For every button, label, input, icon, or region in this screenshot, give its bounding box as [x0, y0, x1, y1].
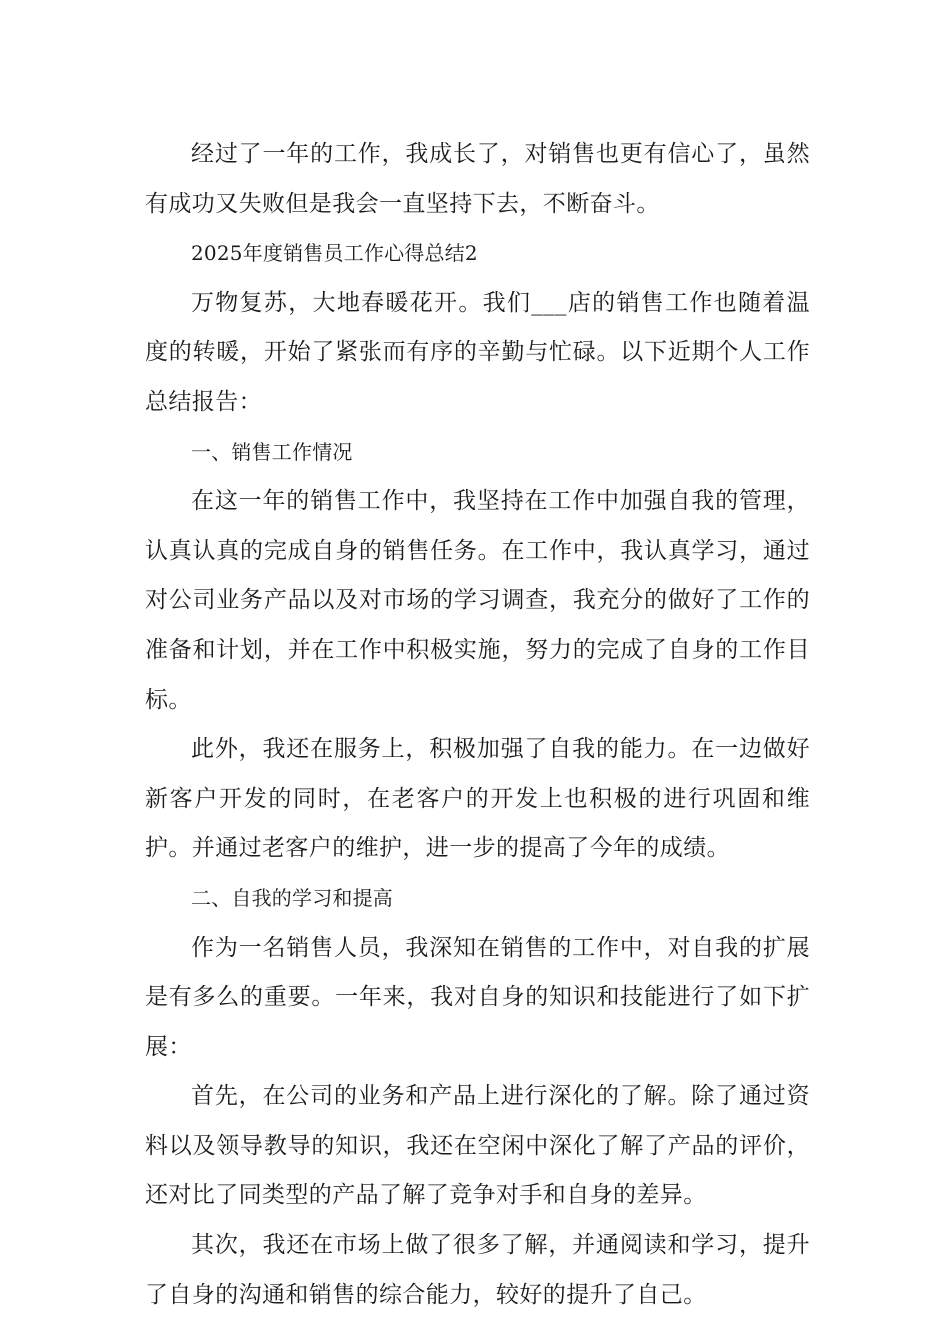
paragraph-learning-intro: 作为一名销售人员，我深知在销售的工作中，对自我的扩展是有多么的重要。一年来，我对自身的知识和技能进行了如下扩展： [145, 934, 810, 1060]
heading-learning: 二、自我的学习和提高 [191, 885, 393, 910]
paragraph-sales-work: 在这一年的销售工作中，我坚持在工作中加强自我的管理，认真认真的完成自身的销售任务。在工作中，我认真学习，通过对公司业务产品以及对市场的学习调查，我充分的做好了工作的准备和计划，并在工作中积极实施，努力的完成了自身的工作目标。 [145, 488, 810, 713]
section-title: 2025年度销售员工作心得总结2 [191, 241, 478, 266]
paragraph-intro-conclusion: 经过了一年的工作，我成长了，对销售也更有信心了，虽然有成功又失败但是我会一直坚持下去，不断奋斗。 [145, 141, 810, 217]
heading-sales-work: 一、销售工作情况 [191, 439, 353, 464]
paragraph-second: 其次，我还在市场上做了很多了解，并通阅读和学习，提升了自身的沟通和销售的综合能力，较好的提升了自己。 [145, 1232, 810, 1308]
paragraph-service: 此外，我还在服务上，积极加强了自我的能力。在一边做好新客户开发的同时，在老客户的开发上也积极的进行巩固和维护。并通过老客户的维护，进一步的提高了今年的成绩。 [145, 736, 810, 862]
document-body [145, 130, 810, 1320]
paragraph-opening: 万物复苏，大地春暖花开。我们___店的销售工作也随着温度的转暖，开始了紧张而有序的辛勤与忙碌。以下近期个人工作总结报告： [145, 289, 810, 415]
paragraph-first: 首先，在公司的业务和产品上进行深化的了解。除了通过资料以及领导教导的知识，我还在空闲中深化了解了产品的评价，还对比了同类型的产品了解了竞争对手和自身的差异。 [145, 1083, 810, 1209]
